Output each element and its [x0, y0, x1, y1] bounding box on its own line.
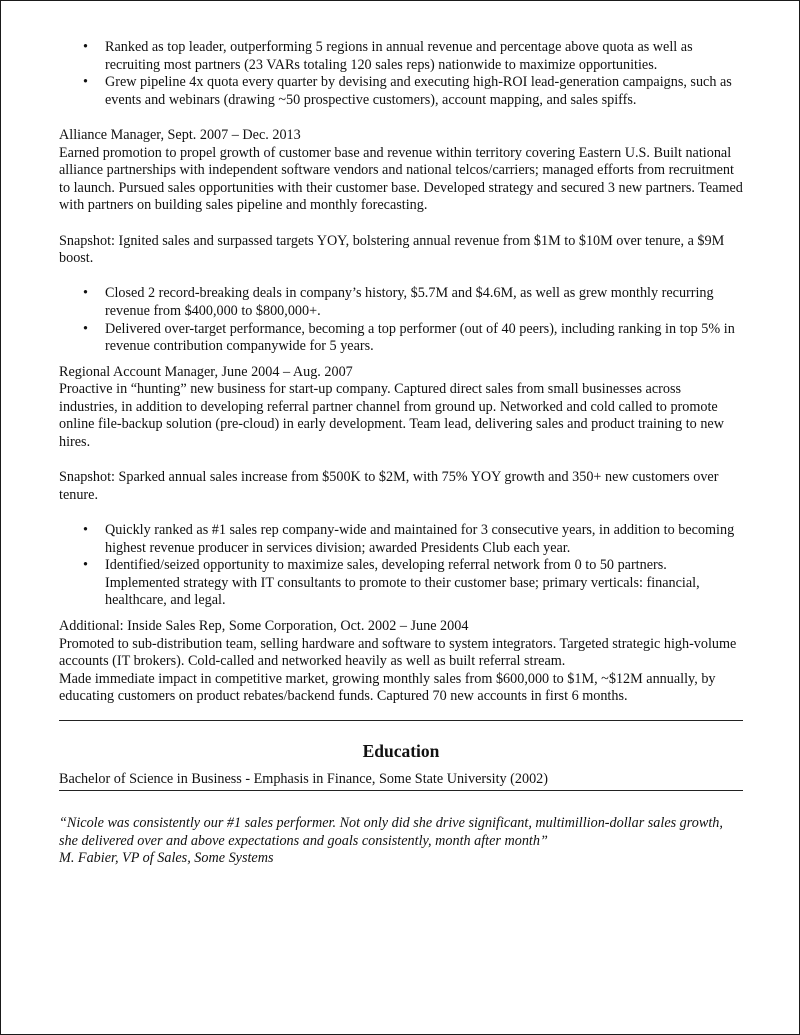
list-item: • Delivered over-target performance, becoming a top performer (out of 40 peers), including ranking in top 5% in revenue contribution companywide for 5 years. — [105, 321, 743, 356]
regional-account-manager-section — [59, 364, 743, 610]
spacer — [59, 610, 743, 618]
spacer — [59, 356, 743, 364]
testimonial-author: M. Fabier, VP of Sales, Some Systems — [59, 850, 274, 867]
testimonial-section — [59, 815, 743, 868]
spacer — [59, 215, 743, 233]
job-summary: Promoted to sub-distribution team, selling hardware and software to system integrators. Targeted strategic high-volume accounts (IT brokers). Cold-called and networked heavily as well as built referral stream. — [59, 635, 737, 670]
achievement-list — [59, 285, 743, 355]
job-snapshot: Snapshot: Sparked annual sales increase from $500K to $2M, with 75% YOY growth and 350+ new customers over tenure. — [59, 469, 719, 503]
job-title: Regional Account Manager, June 2004 – Aug. 2007 — [59, 363, 353, 380]
spacer — [59, 706, 743, 720]
testimonial-quote: “Nicole was consistently our #1 sales performer. Not only did she drive significant, multimillion-dollar sales growth, she delivered over and above expectations and goals consistently, month after month” — [59, 815, 723, 849]
list-item: • Quickly ranked as #1 sales rep company-wide and maintained for 3 consecutive years, in addition to becoming highest revenue producer in services division; awarded Presidents Club each year. — [105, 522, 743, 557]
job-title: Alliance Manager, Sept. 2007 – Dec. 2013 — [59, 126, 301, 143]
job-title: Additional: Inside Sales Rep, Some Corporation, Oct. 2002 – June 2004 — [59, 618, 469, 634]
list-item: • Grew pipeline 4x quota every quarter by devising and executing high-ROI lead-generation campaigns, such as events and webinars (drawing ~50 prospective customers), account mapping, and sales spiffs. — [105, 74, 743, 109]
list-item: • Identified/seized opportunity to maximize sales, developing referral network from 0 to 50 partners. Implemented strategy with IT consultants to promote to their customer base; primary verticals: financial, healthcare, and legal. — [105, 557, 743, 610]
degree-line: Bachelor of Science in Business - Emphasis in Finance, Some State University (2002) — [59, 770, 548, 787]
alliance-manager-section — [59, 127, 743, 356]
spacer — [59, 791, 743, 815]
spacer — [59, 504, 743, 522]
list-item: • Ranked as top leader, outperforming 5 regions in annual revenue and percentage above quota as well as recruiting most partners (23 VARs totaling 120 sales reps) nationwide to maximize opportunities. — [105, 39, 743, 74]
additional-experience-section — [59, 618, 743, 706]
list-item: • Closed 2 record-breaking deals in company’s history, $5.7M and $4.6M, as well as grew monthly recurring revenue from $400,000 to $800,000+. — [105, 285, 743, 320]
section-heading: Education — [362, 740, 440, 761]
achievement-list — [59, 522, 743, 610]
spacer — [59, 452, 743, 470]
section-divider — [59, 720, 743, 721]
top-bullet-list — [59, 39, 743, 109]
job-snapshot: Snapshot: Ignited sales and surpassed targets YOY, bolstering annual revenue from $1M to $10M over tenure, a $9M boost. — [59, 232, 725, 267]
spacer — [59, 109, 743, 127]
job-summary: Earned promotion to propel growth of customer base and revenue within territory covering Eastern U.S. Built national alliance partnerships with independent software vendors and national telcos/carriers; managed efforts from recruitment to launch. Pursued sales opportunities with their customer base. Developed strategy and secured 3 new partners. Teamed with partners on building sales pipeline and monthly forecasting. — [59, 144, 743, 214]
spacer — [59, 268, 743, 286]
job-summary: Proactive in “hunting” new business for start-up company. Captured direct sales from small businesses across industries, in addition to developing referral partner channel from ground up. Networked and cold called to promote online file-backup solution (pre-cloud) in early development. Team lead, delivering sales and product training to new hires. — [59, 381, 724, 451]
job-summary: Made immediate impact in competitive market, growing monthly sales from $600,000 to $1M, ~$12M annually, by educating customers on product rebates/backend funds. Captured 70 new accounts in first 6 months. — [59, 670, 716, 705]
education-section — [59, 740, 743, 788]
